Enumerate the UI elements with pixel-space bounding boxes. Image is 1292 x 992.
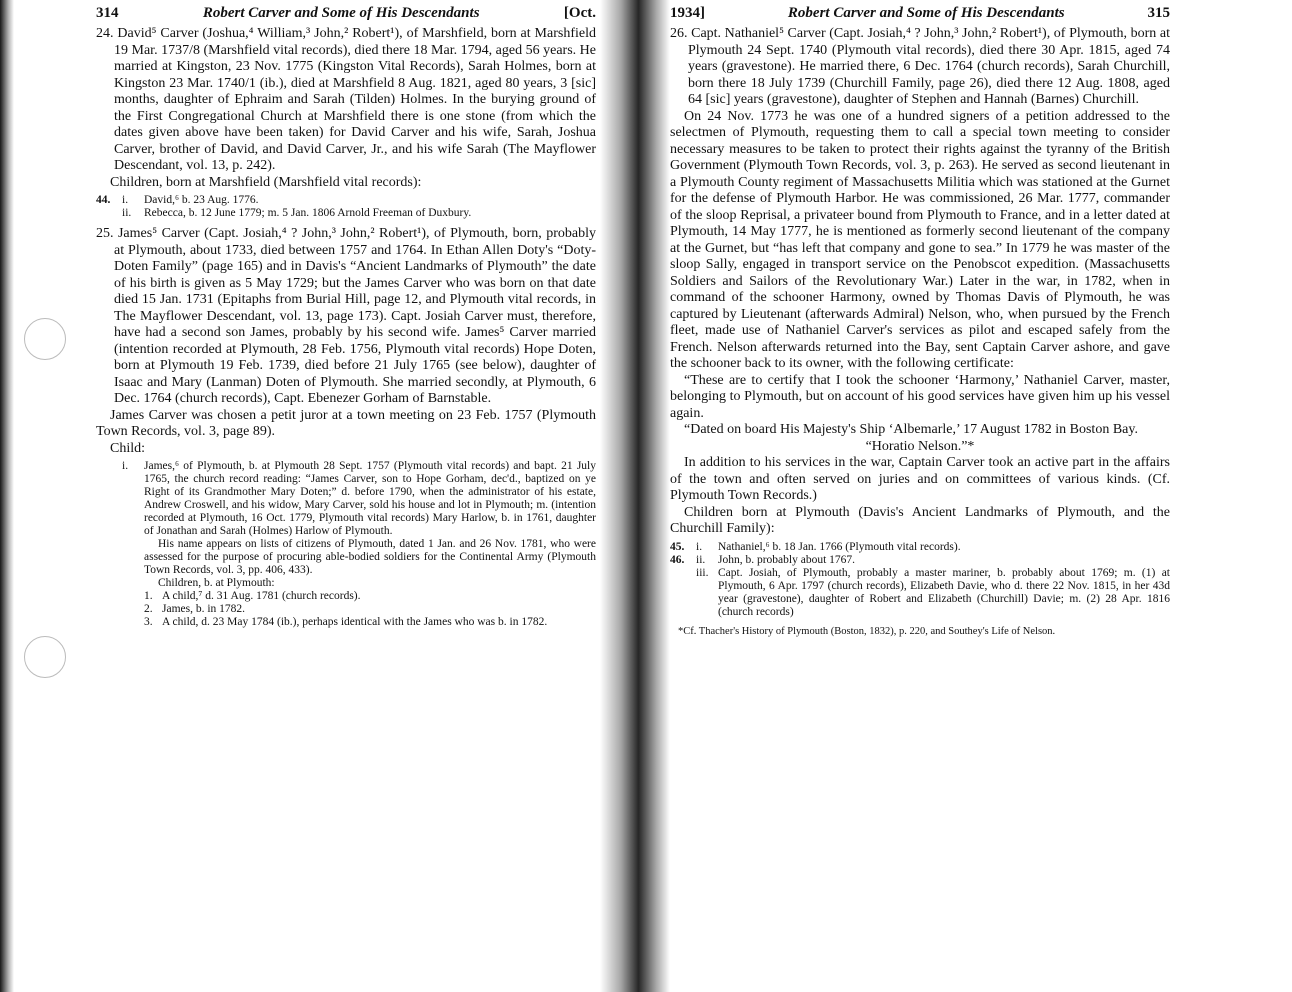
entry-26 — [670, 26, 1170, 373]
child-text: A child,⁷ d. 31 Aug. 1781 (church records). — [162, 590, 361, 602]
roman-numeral: iii. — [696, 566, 709, 579]
grandchildren-intro: Children, b. at Plymouth: — [158, 577, 275, 589]
running-head — [670, 0, 1170, 26]
running-date: 1934] — [670, 4, 705, 21]
quote: “Dated on board His Majesty's Ship ‘Albemarle,’ 17 August 1782 in Boston Bay. — [684, 422, 1138, 437]
page-number: 314 — [96, 4, 119, 21]
child-text: David,⁶ b. 23 Aug. 1776. — [144, 194, 259, 206]
entry-25 — [96, 226, 596, 457]
list-item — [96, 616, 596, 629]
paragraph: On 24 Nov. 1773 he was one of a hundred signers of a petition addressed to the selectmen of Plymouth, requesting them to call a special town meeting to consider necessary measures to be taken to protect their rights against the tyranny of the British Government (Plymouth Town Records, vol. 3, p. 263). He served as second lieutenant in a Plymouth County regiment of Massachusetts Militia which was stationed at the Gurnet for the defense of Plymouth Harbor. He was commissioned, 26 Mar. 1777, commander of the sloop Reprisal, a privateer bound from Plymouth to France, and in a letter dated at Plymouth, 14 May 1777, he is mentioned as formerly second lieutenant of the company at the Gurnet, but “has left that company and gone to sea.” In 1779 he was master of the sloop Sally, engaged in transport service on the Penobscot expedition. (Massachusetts Soldiers and Sailors of the Revolutionary War.) Later in the war, in 1782, when in command of the schooner Harmony, owned by Thomas Davis of Plymouth, he was captured by Lieutenant (afterwards Admiral) Nelson, who, when pursued by the French fleet, made use of Nathaniel Carver's services as pilot and escaped safely from the French. Nelson afterwards returned into the Bay, sent Captain Carver ashore, and gave the schooner back to its owner, with the following certificate: — [670, 108, 1170, 371]
running-head — [96, 0, 596, 26]
list-item — [96, 603, 596, 616]
left-page — [96, 0, 596, 992]
list-item — [96, 590, 596, 603]
book-gutter-shadow — [600, 0, 670, 992]
children-list — [670, 541, 1170, 619]
scan-edge-shadow — [0, 0, 14, 992]
entry-text: 25. James⁵ Carver (Capt. Josiah,⁴ ? John,³ John,² Robert¹), of Plymouth, born, probably at Plymouth, about 1733, died between 1757 and 1764. In Ethan Allen Doty's “Doty-Doten Family” (page 165) and in Davis's “Ancient Landmarks of Plymouth” the date of his birth is given as 5 May 1729; but the James Carver who was born on that date died 15 Jan. 1731 (Epitaphs from Burial Hill, page 12, and Plymouth vital records, in The Mayflower Descendant, vol. 13, page 173). Capt. Josiah Carver must, therefore, have had a second son James, probably by his second wife. James⁵ Carver married (intention recorded at Plymouth, 28 Feb. 1756, Plymouth vital records) Hope Doten, born at Plymouth 19 Feb. 1739, died before 21 July 1765 (see below), daughter of Isaac and Mary (Lanman) Doten of Plymouth. She married secondly, at Plymouth, 6 Dec. 1764 (church records), Capt. Ebenezer Gorham of Barnstable. — [96, 226, 596, 406]
page-number: 315 — [1147, 4, 1170, 21]
running-title: Robert Carver and Some of His Descendants — [202, 4, 480, 21]
child-text: James, b. in 1782. — [162, 603, 246, 615]
entry-number: 46. — [670, 553, 685, 566]
punch-hole — [24, 318, 66, 360]
item-number: 1. — [144, 590, 153, 602]
item-number: 2. — [144, 603, 153, 615]
right-page — [670, 0, 1170, 992]
child-text: Capt. Josiah, of Plymouth, probably a master mariner, b. probably about 1769; m. (1) at Plymouth, 6 Apr. 1797 (church records), Elizabeth Davie, who d. there 22 Nov. 1815, in her 43d year (gravestone), daughter of Robert and Elizabeth (Churchill) Davie; m. (2) 28 Apr. 1816 (church records) — [718, 566, 1170, 618]
roman-numeral: i. — [122, 194, 129, 206]
punch-hole — [24, 636, 66, 678]
roman-numeral: ii. — [696, 553, 706, 566]
children-intro: Children born at Plymouth (Davis's Ancient Landmarks of Plymouth, and the Churchill Family): — [670, 504, 1170, 536]
child-label: Child: — [110, 440, 146, 456]
children-list — [96, 460, 596, 629]
quote: “These are to certify that I took the schooner ‘Harmony,’ Nathaniel Carver, master, belonging to Plymouth, but on account of his good services have given him up his vessel again. — [670, 372, 1170, 421]
list-item — [96, 460, 596, 538]
entry-number — [96, 460, 122, 538]
footnote: *Cf. Thacher's History of Plymouth (Boston, 1832), p. 220, and Southey's Life of Nelson. — [678, 625, 1056, 637]
entry-24 — [96, 26, 596, 191]
paragraph: His name appears on lists of citizens of Plymouth, dated 1 Jan. and 26 Nov. 1781, who were assessed for the purpose of procuring able-bodied soldiers for the Continental Army (Plymouth Town Records, vol. 3, pp. 406, 433). — [144, 538, 596, 576]
list-item — [670, 554, 1170, 567]
list-item — [670, 567, 1170, 619]
item-number: 3. — [144, 616, 153, 628]
child-text: John, b. probably about 1767. — [718, 553, 856, 566]
list-item — [96, 207, 596, 220]
list-item — [96, 194, 596, 207]
paragraph: James Carver was chosen a petit juror at a town meeting on 23 Feb. 1757 (Plymouth Town Records, vol. 3, page 89). — [96, 407, 596, 439]
running-date: [Oct. — [563, 4, 596, 21]
children-intro: Children, born at Marshfield (Marshfield vital records): — [110, 174, 422, 190]
roman-numeral: i. — [122, 460, 129, 472]
paragraph: In addition to his services in the war, Captain Carver took an active part in the affairs of the town and often served on juries and on committees of various kinds. (Cf. Plymouth Town Records.) — [670, 455, 1170, 503]
child-text: Nathaniel,⁶ b. 18 Jan. 1766 (Plymouth vital records). — [718, 540, 961, 553]
list-item — [670, 541, 1170, 554]
children-list — [96, 194, 596, 220]
entry-number: 44. — [96, 194, 111, 206]
entry-26-cont — [670, 455, 1170, 538]
child-text: Rebecca, b. 12 June 1779; m. 5 Jan. 1806 Arnold Freeman of Duxbury. — [144, 207, 472, 219]
entry-number: 45. — [670, 540, 685, 553]
roman-numeral: i. — [696, 540, 703, 553]
entry-text: 24. David⁵ Carver (Joshua,⁴ William,³ John,² Robert¹), of Marshfield, born at Marshfield 19 Mar. 1737/8 (Marshfield vital records), died there 18 Mar. 1794, aged 56 years. He married at Kingston, 23 Nov. 1775 (Kingston Vital Records), Sarah Holmes, born at Kingston 23 Mar. 1740/1 (ib.), died at Marshfield 8 Aug. 1821, aged 80 years, 3 [sic] months, daughter of Ephraim and Sarah (Tilden) Holmes. In the burying ground of the First Congregational Church at Marshfield there is one stone (from which the dates given above have been taken) for David Carver and his wife, Sarah, Joshua Carver, brother of David, and David Carver, Jr., and his wife Sarah (The Mayflower Descendant, vol. 13, p. 242). — [96, 26, 596, 173]
roman-numeral: ii. — [122, 207, 132, 219]
child-text: James,⁶ of Plymouth, b. at Plymouth 28 Sept. 1757 (Plymouth vital records) and bapt. 21 July 1765, the church record reading: “James Carver, son to Hope Gorham, dec'd., baptized on ye Right of its Grandmother Mary Doten;” d. before 1790, when the administrator of his estate, Andrew Croswell, and his widow, Mary Carver, sold his house and lot in Plymouth; m. (intention recorded at Plymouth, 16 Oct. 1779, Plymouth vital records) Mary Harlow, b. in 1761, daughter of Jonathan and Sarah (Holmes) Harlow of Plymouth. — [144, 460, 596, 537]
entry-number — [670, 567, 696, 619]
signature: “Horatio Nelson.”* — [865, 438, 975, 454]
running-title: Robert Carver and Some of His Descendants — [787, 4, 1065, 21]
child-text: A child, d. 23 May 1784 (ib.), perhaps identical with the James who was b. in 1782. — [162, 616, 548, 628]
entry-text: 26. Capt. Nathaniel⁵ Carver (Capt. Josiah,⁴ ? John,³ John,² Robert¹), of Plymouth, born at Plymouth 24 Sept. 1740 (Plymouth vital records), died there 30 Apr. 1815, aged 74 years (gravestone). He married there, 6 Dec. 1764 (church records), Sarah Churchill, born there 18 July 1739 (Churchill Family, page 26), died there 12 Aug. 1808, aged 64 [sic] years (gravestone), daughter of Stephen and Hannah (Barnes) Churchill. — [670, 26, 1170, 107]
entry-number — [96, 207, 122, 220]
